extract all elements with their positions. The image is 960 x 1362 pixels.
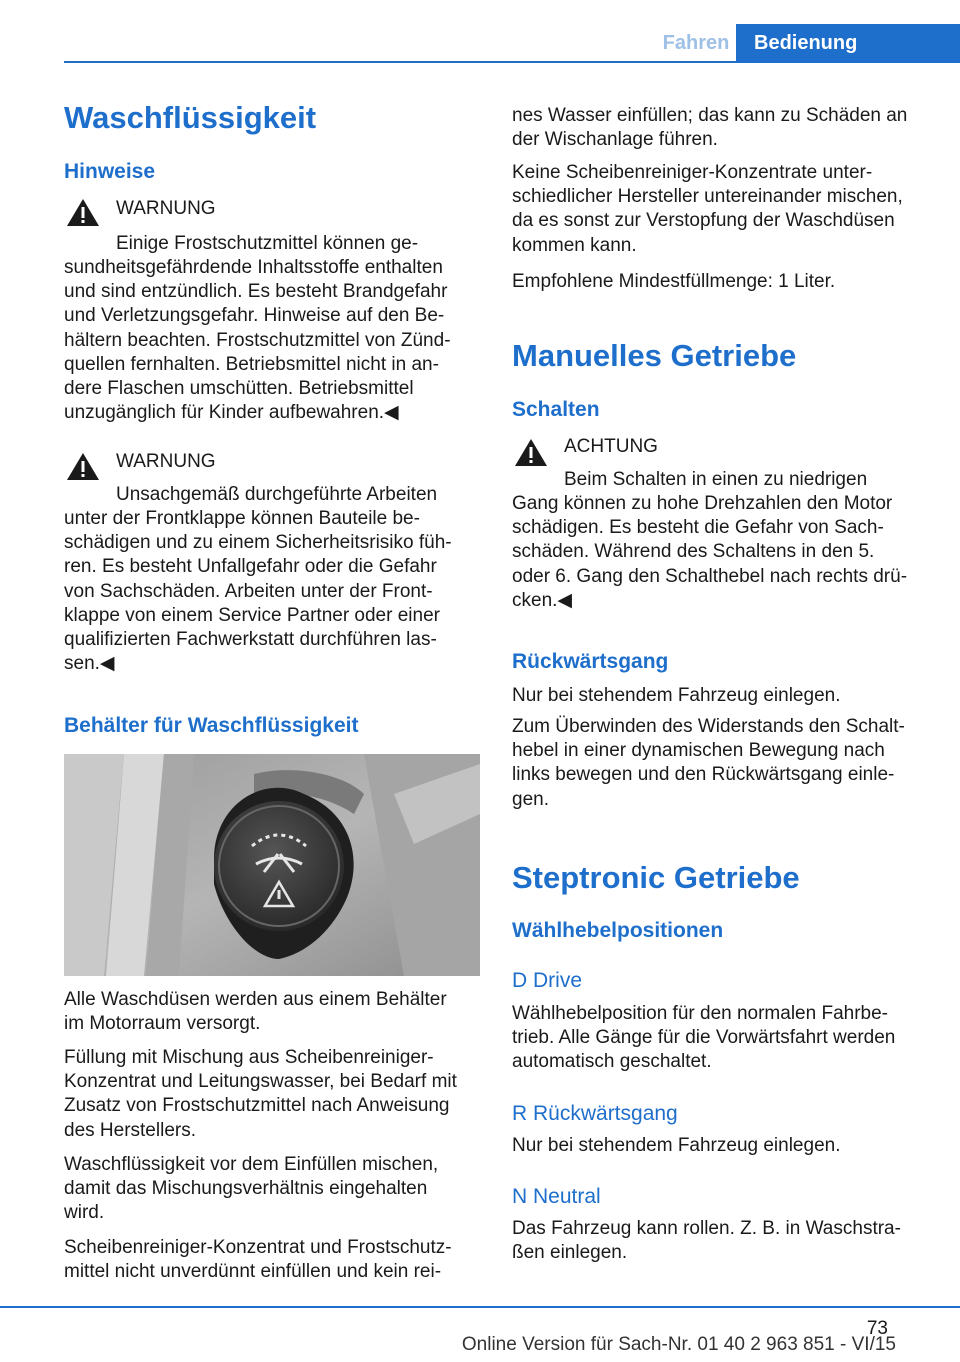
warning-body: sundheitsgefährdende Inhaltsstoffe enthalten und sind entzündlich. Es besteht Brandgefahr und Verletzungsgefahr. Hinweise auf den Be- hältern beachten. Frostschutzmittel von Zünd- quellen fernhalten. Betriebsmittel nicht in an- dere Flaschen umschütten. Betriebsmittel unzugänglich für Kinder aufbewahren.◀ <box>64 257 451 424</box>
subheading-behaelter: Behälter für Waschflüssigkeit <box>64 714 359 737</box>
paragraph: Wählhebelposition für den normalen Fahrbe- trieb. Alle Gänge für die Vorwärtsfahrt werden automatisch geschaltet. <box>512 1003 896 1073</box>
warning-icon <box>512 436 550 469</box>
subheading-n-neutral: N Neutral <box>512 1185 601 1208</box>
caution-body: Gang können zu hohe Drehzahlen den Motor schädigen. Es besteht die Gefahr von Sach- schäden. Während des Schaltens in den 5. oder 6. Gang den Schalthebel nach rechts drü- cken.◀ <box>512 493 908 611</box>
subheading-d-drive: D Drive <box>512 969 583 992</box>
warning-icon <box>64 196 102 229</box>
warning-title: WARNUNG <box>116 451 216 472</box>
warning-title: WARNUNG <box>116 198 216 219</box>
paragraph: Zum Überwinden des Widerstands den Schalt- hebel in einer dynamischen Bewegung nach links bewegen und den Rückwärtsgang einle- gen. <box>512 716 905 810</box>
subheading-waehlhebelpositionen: Wählhebelpositionen <box>512 919 724 942</box>
paragraph: Füllung mit Mischung aus Scheibenreiniger- Konzentrat und Leitungswasser, bei Bedarf mit Zusatz von Frostschutzmittel nach Anweisung des Herstellers. <box>64 1047 457 1141</box>
caution-title: ACHTUNG <box>564 436 658 457</box>
section-title-manuelles-getriebe: Manuelles Getriebe <box>512 338 797 373</box>
paragraph: Das Fahrzeug kann rollen. Z. B. in Waschstra- ßen einlegen. <box>512 1218 901 1264</box>
subheading-hinweise: Hinweise <box>64 160 156 183</box>
paragraph: Nur bei stehendem Fahrzeug einlegen. <box>512 685 841 706</box>
warning-icon <box>64 450 102 483</box>
page-number: 73 <box>866 1318 888 1339</box>
paragraph: Empfohlene Mindestfüllmenge: 1 Liter. <box>512 271 836 292</box>
section-title-steptronic: Steptronic Getriebe <box>512 860 800 895</box>
paragraph: Keine Scheibenreiniger-Konzentrate unter- schiedlicher Hersteller untereinander mischen, da es sonst zur Verstopfung der Waschdüsen kommen kann. <box>512 162 903 256</box>
caution-body-first-line: Beim Schalten in einen zu niedrigen <box>564 469 868 490</box>
reservoir-cap-photo <box>64 754 480 976</box>
warning-body-first-line: Einige Frostschutzmittel können ge- <box>116 233 419 254</box>
chapter-tabs <box>656 24 960 62</box>
footer-version-text: Online Version für Sach-Nr. 01 40 2 963 851 - VI/15 <box>461 1334 896 1355</box>
subheading-schalten: Schalten <box>512 398 600 421</box>
footer-rule <box>0 1306 960 1308</box>
section-title-waschfluessigkeit: Waschflüssigkeit <box>64 100 317 135</box>
paragraph: Scheibenreiniger-Konzentrat und Frostschutz- mittel nicht unverdünnt einfüllen und kein rei- <box>64 1237 452 1283</box>
subheading-rueckwaertsgang: Rückwärtsgang <box>512 650 669 673</box>
header-rule <box>64 61 960 63</box>
tab-bedienung[interactable]: Bedienung <box>736 24 960 62</box>
warning-body: unter der Frontklappe können Bauteile be- schädigen und zu einem Sicherheitsrisiko füh- ren. Es besteht Unfallgefahr oder die Gefahr von Sachschäden. Arbeiten unter der Front- klappe von einem Service Partner oder einer qualifizierten Fachwerkstatt durchführen las- sen.◀ <box>64 508 452 675</box>
subheading-r-rueckwaertsgang: R Rückwärtsgang <box>512 1102 678 1125</box>
tab-fahren[interactable]: Fahren <box>656 24 736 62</box>
warning-body-first-line: Unsachgemäß durchgeführte Arbeiten <box>116 484 438 505</box>
paragraph: Nur bei stehendem Fahrzeug einlegen. <box>512 1135 841 1156</box>
paragraph: nes Wasser einfüllen; das kann zu Schäden an der Wischanlage führen. <box>512 105 908 151</box>
paragraph: Waschflüssigkeit vor dem Einfüllen mischen, damit das Mischungsverhältnis eingehalten wird. <box>64 1154 439 1224</box>
paragraph: Alle Waschdüsen werden aus einem Behälter im Motorraum versorgt. <box>64 989 447 1035</box>
